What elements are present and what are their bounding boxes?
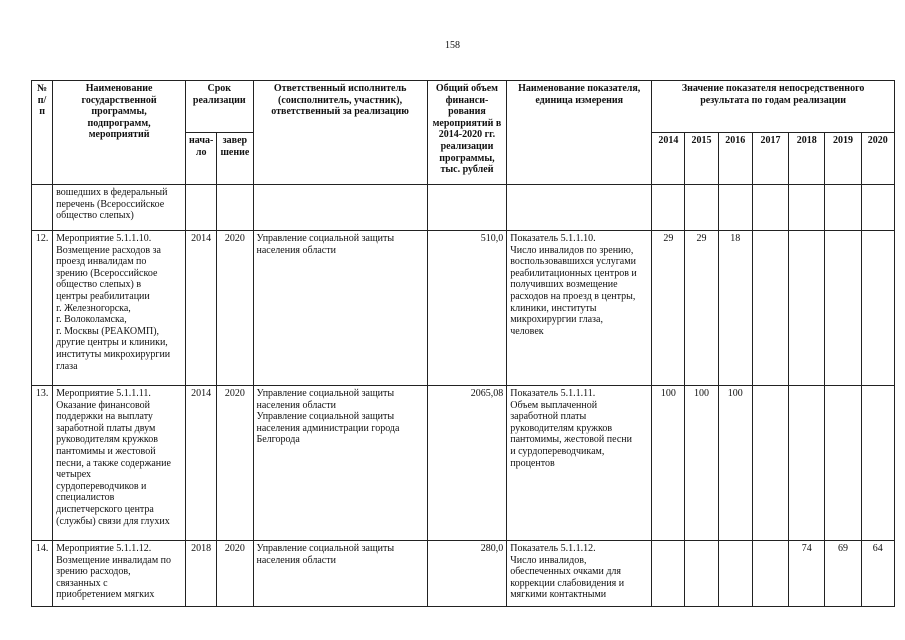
row-value: 100 bbox=[652, 386, 685, 541]
row-value bbox=[752, 541, 788, 607]
table-row bbox=[32, 541, 895, 607]
row-value: 74 bbox=[789, 541, 825, 607]
row-value bbox=[752, 231, 788, 386]
row-start: 2014 bbox=[186, 231, 217, 386]
row-value: 18 bbox=[718, 231, 752, 386]
row-start bbox=[186, 185, 217, 231]
row-responsible: Управление социальной защиты населения области bbox=[253, 541, 427, 607]
row-indicator: Показатель 5.1.1.10. Число инвалидов по зрению, воспользовавшихся услугами реабилитационных центров и получивших возмещение расходов на проезд в центры, клиники, институты микрохирургии глаза, человек bbox=[507, 231, 652, 386]
row-volume bbox=[427, 185, 507, 231]
row-value: 29 bbox=[685, 231, 718, 386]
header-year: 2015 bbox=[685, 133, 718, 185]
row-responsible: Управление социальной защиты населения области bbox=[253, 231, 427, 386]
row-value bbox=[861, 386, 894, 541]
table-row bbox=[32, 185, 895, 231]
row-value bbox=[718, 185, 752, 231]
page-number: 158 bbox=[445, 40, 460, 51]
row-responsible: Управление социальной защиты населения области Управление социальной защиты населения администрации города Белгорода bbox=[253, 386, 427, 541]
row-value: 69 bbox=[825, 541, 861, 607]
row-value bbox=[752, 386, 788, 541]
row-value bbox=[861, 231, 894, 386]
row-end: 2020 bbox=[217, 386, 253, 541]
row-no: 13. bbox=[32, 386, 53, 541]
row-value bbox=[718, 541, 752, 607]
header-no: № п/п bbox=[32, 81, 53, 185]
row-value bbox=[652, 541, 685, 607]
row-indicator bbox=[507, 185, 652, 231]
row-start: 2014 bbox=[186, 386, 217, 541]
row-value: 29 bbox=[652, 231, 685, 386]
header-values: Значение показателя непосредственного результата по годам реализации bbox=[652, 81, 895, 133]
header-period-end: завер шение bbox=[217, 133, 253, 185]
row-value bbox=[825, 185, 861, 231]
row-no bbox=[32, 185, 53, 231]
row-name: вошедших в федеральный перечень (Всероссийское общество слепых) bbox=[53, 185, 186, 231]
header-year: 2020 bbox=[861, 133, 894, 185]
row-value bbox=[685, 185, 718, 231]
row-volume: 2065,08 bbox=[427, 386, 507, 541]
row-value bbox=[789, 185, 825, 231]
row-responsible bbox=[253, 185, 427, 231]
row-value: 100 bbox=[718, 386, 752, 541]
row-no: 14. bbox=[32, 541, 53, 607]
header-name: Наименование государственной программы, подпрограмм, мероприятий bbox=[53, 81, 186, 185]
header-year: 2017 bbox=[752, 133, 788, 185]
row-value bbox=[825, 231, 861, 386]
header-year: 2019 bbox=[825, 133, 861, 185]
header-indicator: Наименование показателя, единица измерения bbox=[507, 81, 652, 185]
table-header bbox=[32, 81, 895, 185]
row-volume: 280,0 bbox=[427, 541, 507, 607]
row-name: Мероприятие 5.1.1.10. Возмещение расходов за проезд инвалидам по зрению (Всероссийское общество слепых) в центры реабилитации г. Железногорска, г. Волоколамска, г. Москвы (РЕАКОМП), другие центры и клиники, институты микрохирургии глаза bbox=[53, 231, 186, 386]
row-no: 12. bbox=[32, 231, 53, 386]
row-volume: 510,0 bbox=[427, 231, 507, 386]
row-name: Мероприятие 5.1.1.12. Возмещение инвалидам по зрению расходов, связанных с приобретением мягких bbox=[53, 541, 186, 607]
row-value bbox=[825, 386, 861, 541]
header-year: 2016 bbox=[718, 133, 752, 185]
header-year: 2018 bbox=[789, 133, 825, 185]
row-end bbox=[217, 185, 253, 231]
table-row bbox=[32, 386, 895, 541]
row-value bbox=[652, 185, 685, 231]
header-responsible: Ответственный исполнитель (соисполнитель, участник), ответственный за реализацию bbox=[253, 81, 427, 185]
row-value bbox=[861, 185, 894, 231]
header-period-start: нача- ло bbox=[186, 133, 217, 185]
program-table bbox=[31, 80, 895, 607]
table-row bbox=[32, 231, 895, 386]
header-volume: Общий объем финанси- рования мероприятий в 2014-2020 гг. реализации программы, тыс. рублей bbox=[427, 81, 507, 185]
row-end: 2020 bbox=[217, 231, 253, 386]
header-period: Срок реализации bbox=[186, 81, 253, 133]
row-value: 64 bbox=[861, 541, 894, 607]
row-indicator: Показатель 5.1.1.11. Объем выплаченной заработной платы руководителям кружков пантомимы, жестовой песни и сурдопереводчикам, процентов bbox=[507, 386, 652, 541]
row-value: 100 bbox=[685, 386, 718, 541]
row-value bbox=[752, 185, 788, 231]
row-value bbox=[789, 386, 825, 541]
row-indicator: Показатель 5.1.1.12. Число инвалидов, обеспеченных очками для коррекции слабовидения и мягкими контактными bbox=[507, 541, 652, 607]
row-end: 2020 bbox=[217, 541, 253, 607]
row-start: 2018 bbox=[186, 541, 217, 607]
row-value bbox=[685, 541, 718, 607]
header-year: 2014 bbox=[652, 133, 685, 185]
row-name: Мероприятие 5.1.1.11. Оказание финансовой поддержки на выплату заработной платы двум руководителям кружков пантомимы и жестовой песни, а также содержание четырех сурдопереводчиков и специалистов диспетчерского центра (службы) связи для глухих bbox=[53, 386, 186, 541]
row-value bbox=[789, 231, 825, 386]
